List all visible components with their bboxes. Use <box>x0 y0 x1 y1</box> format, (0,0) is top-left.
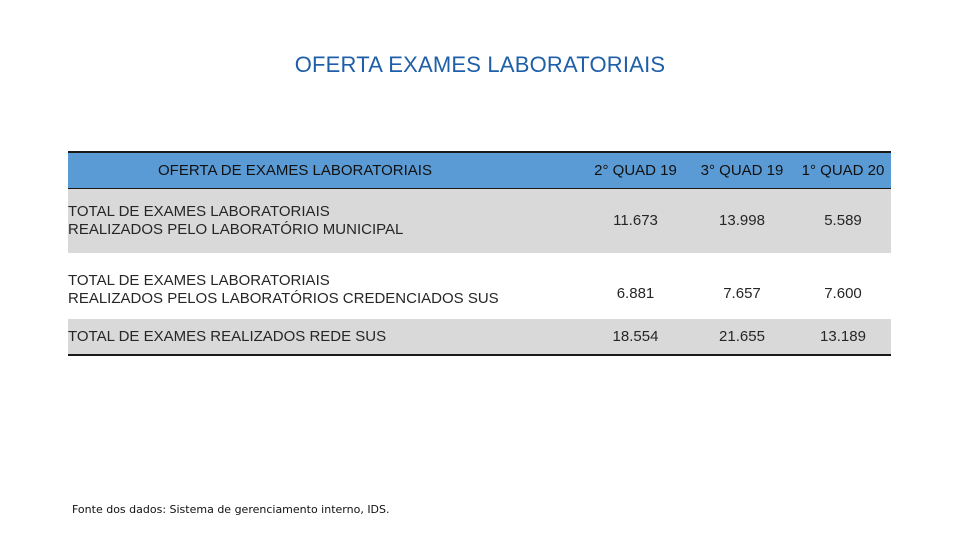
table-row-total <box>68 319 891 355</box>
table-cell-value: 18.554 <box>582 319 689 355</box>
row-label <box>68 188 582 253</box>
column-header-1-quad-20: 1° QUAD 20 <box>795 152 891 188</box>
table-cell-value: 21.655 <box>689 319 795 355</box>
row-label-line: REALIZADOS PELO LABORATÓRIO MUNICIPAL <box>68 220 404 238</box>
row-label-line: REALIZADOS PELOS LABORATÓRIOS CREDENCIADOS SUS <box>68 290 499 307</box>
row-label-line: TOTAL DE EXAMES LABORATORIAIS <box>68 202 330 220</box>
table-cell-value: 11.673 <box>613 212 658 230</box>
table-cell-value: 7.657 <box>723 284 761 302</box>
exams-table-container <box>68 151 891 356</box>
column-header-2-quad-19: 2° QUAD 19 <box>582 152 689 188</box>
source-footnote: Fonte dos dados: Sistema de gerenciamento interno, IDS. <box>72 503 390 516</box>
table-header-row <box>68 152 891 188</box>
exams-table <box>68 151 891 356</box>
table-row <box>68 253 891 319</box>
column-header-category: OFERTA DE EXAMES LABORATORIAIS <box>68 152 582 188</box>
table-cell-value: 7.600 <box>824 284 862 302</box>
row-label-line: TOTAL DE EXAMES REALIZADOS REDE SUS <box>68 327 387 345</box>
table-row <box>68 188 891 253</box>
column-header-3-quad-19: 3° QUAD 19 <box>689 152 795 188</box>
row-label <box>68 319 582 355</box>
row-label-line: TOTAL DE EXAMES LABORATORIAIS <box>68 272 330 289</box>
table-cell-value: 5.589 <box>824 212 862 230</box>
table-cell-value: 13.998 <box>719 212 765 230</box>
table-cell-value: 13.189 <box>795 319 891 355</box>
row-label <box>68 253 582 319</box>
page-title: OFERTA EXAMES LABORATORIAIS <box>294 52 666 77</box>
table-cell-value: 6.881 <box>616 284 655 302</box>
